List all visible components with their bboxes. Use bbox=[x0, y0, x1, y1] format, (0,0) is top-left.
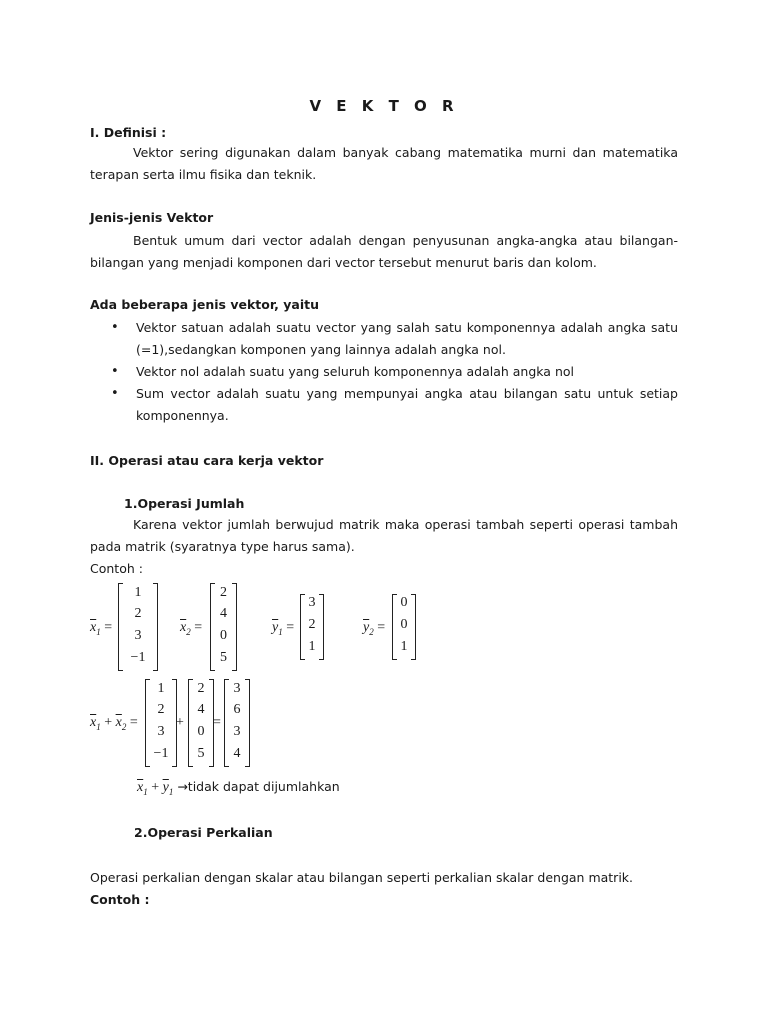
jenis-vektor-list bbox=[104, 317, 678, 427]
list-item: • Vektor nol adalah suatu yang seluruh komponennya adalah angka nol bbox=[104, 361, 678, 383]
section-operasi-heading: II. Operasi atau cara kerja vektor bbox=[90, 453, 324, 468]
sum-note-text: →tidak dapat dijumlahkan bbox=[177, 779, 340, 794]
op1-paragraph bbox=[90, 514, 678, 558]
ada-heading: Ada beberapa jenis vektor, yaitu bbox=[90, 297, 320, 312]
list-item: • Sum vector adalah suatu yang mempunyai angka atau bilangan satu untuk setiap komponennya. bbox=[104, 383, 678, 427]
section-definisi-heading: I. Definisi : bbox=[90, 125, 167, 140]
jenis-text: Bentuk umum dari vector adalah dengan penyusunan angka-angka atau bilangan-bilangan yang menjadi komponen dari vector tersebut menurut baris dan kolom. bbox=[90, 233, 678, 270]
jenis-heading: Jenis-jenis Vektor bbox=[90, 210, 214, 225]
op1-text: Karena vektor jumlah berwujud matrik maka operasi tambah seperti operasi tambah pada matrik (syaratnya type harus sama). bbox=[90, 517, 678, 554]
matrix-y1: 3 2 1 bbox=[300, 594, 324, 660]
vector-x2-label: $\overline{x}_2$ = bbox=[180, 620, 203, 637]
op1-contoh: Contoh : bbox=[90, 561, 143, 576]
sum-note: $\overline{x}_1 + \overline{y}_1$ →tidak dapat dijumlahkan bbox=[137, 779, 340, 797]
vector-x1-label: $\overline{x}_1$ = bbox=[90, 620, 113, 637]
sum-matrix-result: 3 6 3 4 bbox=[224, 679, 250, 767]
op2-heading: 2.Operasi Perkalian bbox=[134, 825, 273, 840]
jenis-paragraph bbox=[90, 230, 678, 274]
vector-y2-label: $\overline{y}_2$ = bbox=[363, 620, 386, 637]
op1-heading: 1.Operasi Jumlah bbox=[124, 496, 245, 511]
equals-sign: = bbox=[213, 715, 221, 730]
definisi-paragraph bbox=[90, 142, 678, 186]
page-title: V E K T O R bbox=[309, 97, 459, 115]
list-item: • Vektor satuan adalah suatu vector yang salah satu komponennya adalah angka satu (=1),sedangkan komponen yang lainnya adalah angka nol. bbox=[104, 317, 678, 361]
sum-matrix-a: 1 2 3 −1 bbox=[145, 679, 177, 767]
op2-text: Operasi perkalian dengan skalar atau bilangan seperti perkalian skalar dengan matrik. bbox=[90, 870, 634, 885]
sum-matrix-b: 2 4 0 5 bbox=[188, 679, 214, 767]
definisi-text: Vektor sering digunakan dalam banyak cabang matematika murni dan matematika terapan serta ilmu fisika dan teknik. bbox=[90, 145, 678, 182]
op2-contoh: Contoh : bbox=[90, 892, 150, 907]
vector-y1-label: $\overline{y}_1$ = bbox=[272, 620, 295, 637]
matrix-x1: 1 2 3 −1 bbox=[118, 583, 158, 671]
sum-expression-label: $\overline{x}_1 + \overline{x}_2$ = bbox=[90, 715, 138, 732]
plus-sign: + bbox=[176, 715, 184, 730]
matrix-x2: 2 4 0 5 bbox=[210, 583, 237, 671]
matrix-y2: 0 0 1 bbox=[392, 594, 416, 660]
